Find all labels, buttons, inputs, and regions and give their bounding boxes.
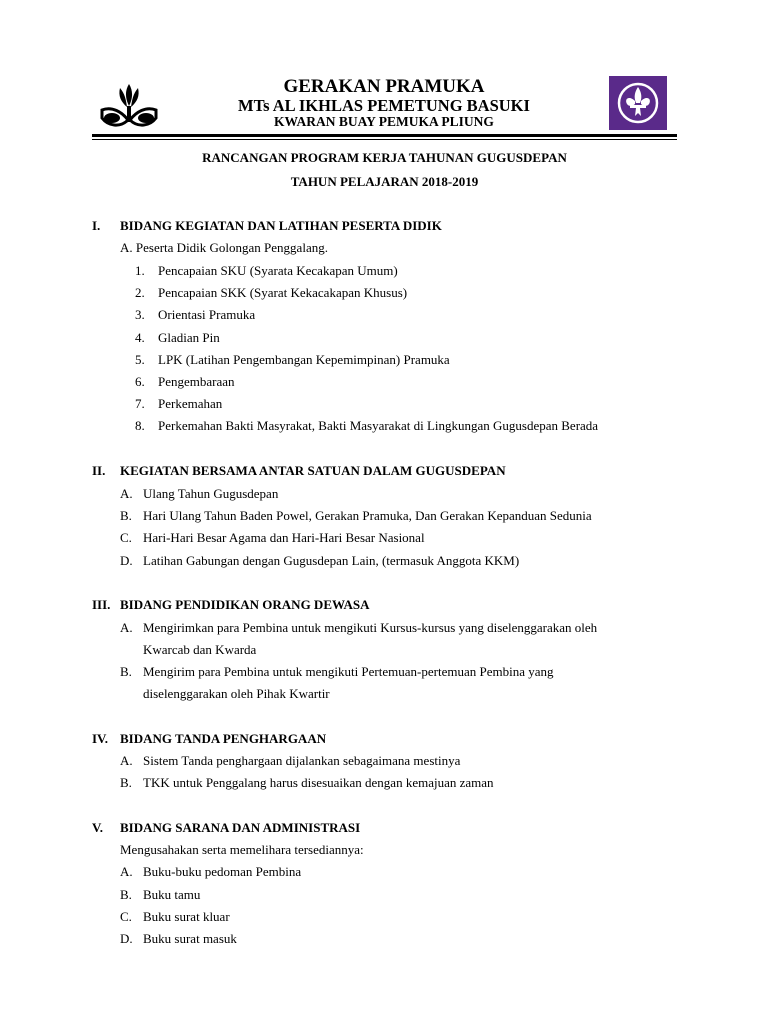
tunas-kelapa-icon <box>98 80 160 132</box>
list-marker: 8. <box>135 418 145 433</box>
list-marker: 1. <box>135 263 145 278</box>
list-item: Pencapaian SKU (Syarata Kecakapan Umum) <box>158 263 398 278</box>
section-intro: A. Peserta Didik Golongan Penggalang. <box>120 240 328 255</box>
list-item: Hari-Hari Besar Agama dan Hari-Hari Besar Nasional <box>143 530 425 545</box>
document-title: RANCANGAN PROGRAM KERJA TAHUNAN GUGUSDEPAN <box>202 150 567 165</box>
section-number: IV. <box>92 731 109 746</box>
list-marker: A. <box>120 486 133 501</box>
list-item: Perkemahan Bakti Masyrakat, Bakti Masyarakat di Lingkungan Gugusdepan Berada <box>158 418 599 433</box>
list-marker: A. <box>120 620 133 635</box>
list-item: TKK untuk Penggalang harus disesuaikan dengan kemajuan zaman <box>143 775 494 790</box>
section-title: BIDANG PENDIDIKAN ORANG DEWASA <box>120 597 370 612</box>
list-marker: B. <box>120 775 132 790</box>
section-title: KEGIATAN BERSAMA ANTAR SATUAN DALAM GUGUSDEPAN <box>120 463 506 478</box>
list-marker: 5. <box>135 352 145 367</box>
list-item: Hari Ulang Tahun Baden Powel, Gerakan Pramuka, Dan Gerakan Kepanduan Sedunia <box>143 508 592 523</box>
school-name: MTs AL IKHLAS PEMETUNG BASUKI <box>238 96 530 115</box>
list-marker: D. <box>120 553 133 568</box>
section-number: V. <box>92 820 103 835</box>
list-marker: 6. <box>135 374 145 389</box>
list-marker: C. <box>120 909 132 924</box>
list-item: Gladian Pin <box>158 330 220 345</box>
section-number: II. <box>92 463 106 478</box>
list-item: Buku-buku pedoman Pembina <box>143 864 302 879</box>
org-name: GERAKAN PRAMUKA <box>283 76 485 97</box>
list-item: Buku surat masuk <box>143 931 237 946</box>
list-marker: B. <box>120 508 132 523</box>
list-item: Buku surat kluar <box>143 909 230 924</box>
list-item: Mengirim para Pembina untuk mengikuti Pertemuan-pertemuan Pembina yang <box>143 664 554 679</box>
list-item: Perkemahan <box>158 396 223 411</box>
section-title: BIDANG KEGIATAN DAN LATIHAN PESERTA DIDIK <box>120 218 442 233</box>
list-marker: C. <box>120 530 132 545</box>
world-scout-emblem-icon <box>609 76 667 130</box>
header-rule-thin <box>92 139 677 140</box>
list-marker: 7. <box>135 396 145 411</box>
list-item: Latihan Gabungan dengan Gugusdepan Lain, (termasuk Anggota KKM) <box>143 553 520 568</box>
section-title: BIDANG TANDA PENGHARGAAN <box>120 731 327 746</box>
list-marker: 4. <box>135 330 145 345</box>
list-item: Orientasi Pramuka <box>158 307 256 322</box>
list-item: Sistem Tanda penghargaan dijalankan sebagaimana mestinya <box>143 753 461 768</box>
list-item: Pencapaian SKK (Syarat Kekacakapan Khusus) <box>158 285 408 300</box>
list-item: Ulang Tahun Gugusdepan <box>143 486 279 501</box>
list-item: Pengembaraan <box>158 374 235 389</box>
list-marker: B. <box>120 664 132 679</box>
list-item: LPK (Latihan Pengembangan Kepemimpinan) Pramuka <box>158 352 450 367</box>
section-title: BIDANG SARANA DAN ADMINISTRASI <box>120 820 361 835</box>
list-marker: 3. <box>135 307 145 322</box>
list-marker: A. <box>120 753 133 768</box>
document-subtitle: TAHUN PELAJARAN 2018-2019 <box>290 174 479 189</box>
list-item: Mengirimkan para Pembina untuk mengikuti Kursus-kursus yang diselenggarakan oleh <box>143 620 598 635</box>
list-item-continuation: Kwarcab dan Kwarda <box>143 642 257 657</box>
list-marker: 2. <box>135 285 145 300</box>
list-marker: B. <box>120 887 132 902</box>
header-rule-thick <box>92 134 677 137</box>
section-intro: Mengusahakan serta memelihara tersediannya: <box>120 842 364 857</box>
list-item: Buku tamu <box>143 887 201 902</box>
section-number: III. <box>92 597 111 612</box>
list-marker: A. <box>120 864 133 879</box>
list-item-continuation: diselenggarakan oleh Pihak Kwartir <box>143 686 330 701</box>
section-number: I. <box>92 218 101 233</box>
list-marker: D. <box>120 931 133 946</box>
kwaran-name: KWARAN BUAY PEMUKA PLIUNG <box>274 114 494 129</box>
